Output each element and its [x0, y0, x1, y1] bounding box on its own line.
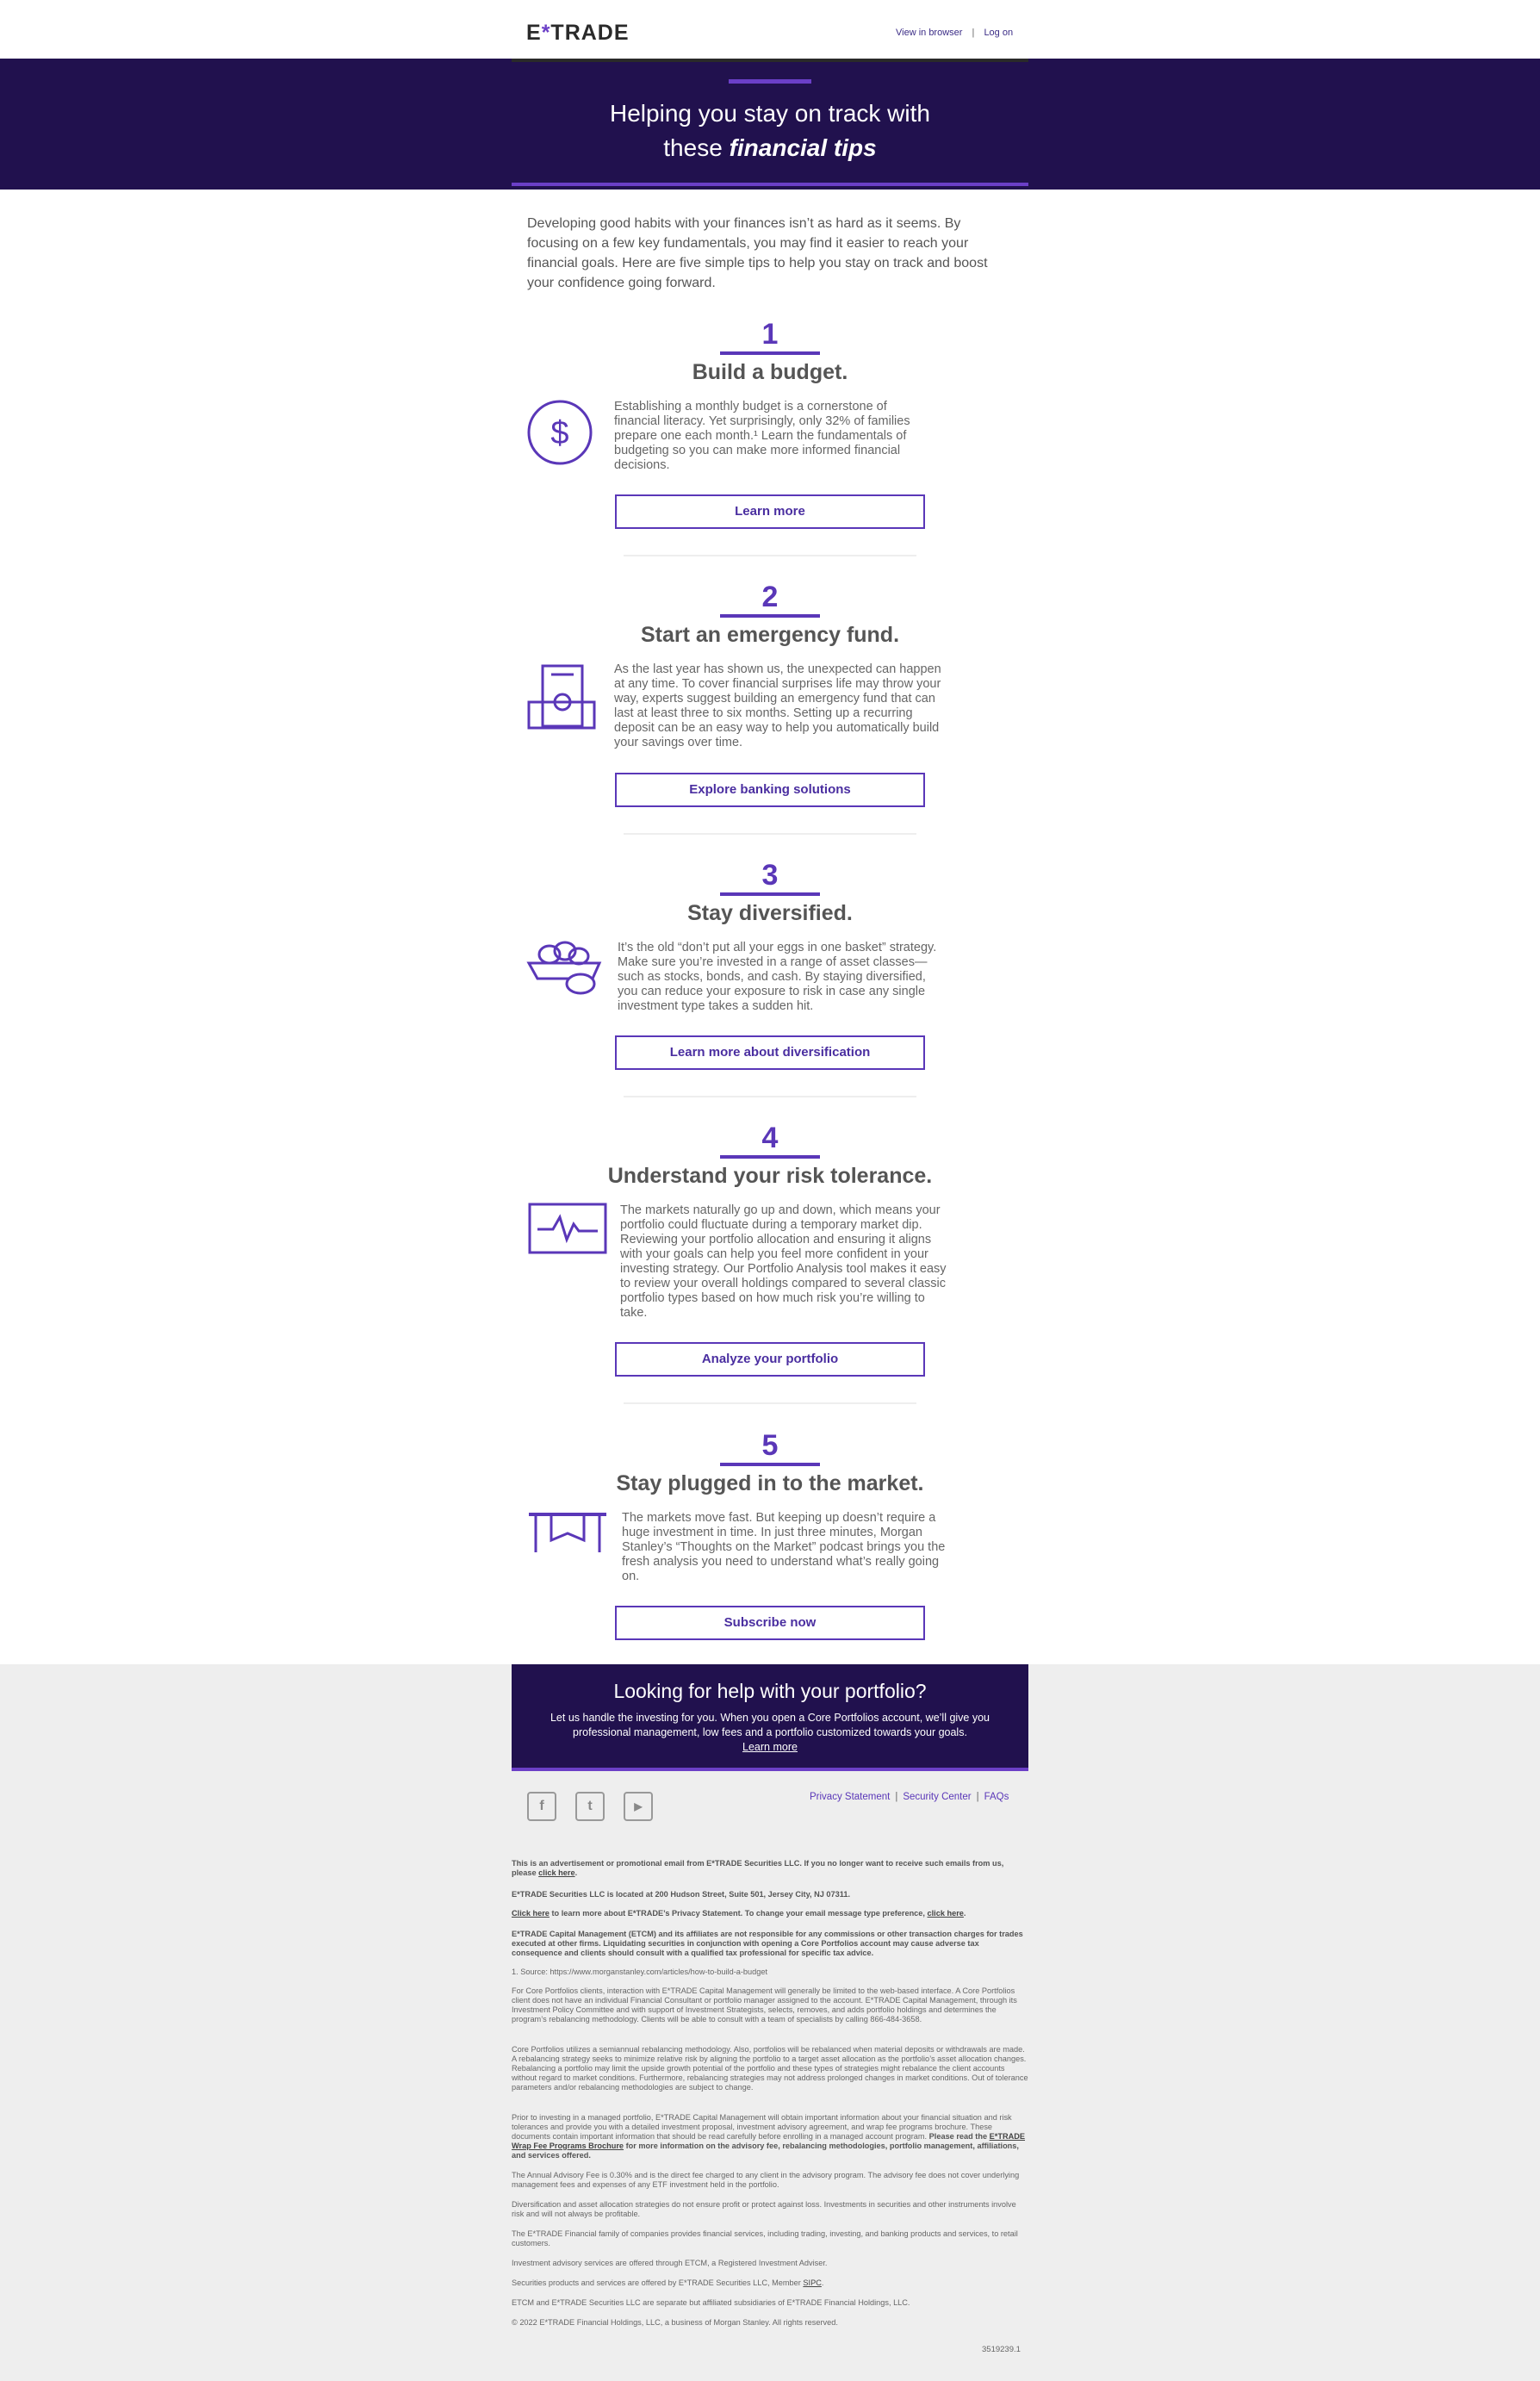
tip-number-underline	[720, 1155, 820, 1159]
header-links	[896, 28, 1013, 38]
tip-text: The markets naturally go up and down, which means your portfolio could fluctuate during a temporary market dip. Reviewing your portfolio allocation and ensuring it aligns with your goals can help you feel more confident in your investing strategy. Our Portfolio Analysis tool makes it easy to review your overall holdings compared to several classic portfolio types based on how much risk you’re willing to take.	[620, 1203, 947, 1320]
tip-title: Start an emergency fund.	[640, 623, 900, 647]
promo-title: Looking for help with your portfolio?	[613, 1680, 927, 1702]
header-divider	[512, 59, 1028, 62]
tip-title: Build a budget.	[692, 360, 848, 384]
tip-number: 5	[761, 1429, 779, 1462]
analyze-portfolio-button[interactable]: Analyze your portfolio	[615, 1342, 925, 1377]
tip-number-underline	[720, 614, 820, 618]
legal-unsubscribe: This is an advertisement or promotional email from E*TRADE Securities LLC. If you no longer want to receive such emails from us, please click here.	[512, 1859, 1004, 1877]
dollar-coin-icon	[525, 398, 599, 472]
hero-title-line2: these financial tips	[663, 134, 877, 161]
tip-number: 4	[761, 1122, 779, 1154]
svg-text:$: $	[550, 415, 569, 451]
tip-4	[512, 1121, 1028, 1414]
legal-etcm: E*TRADE Capital Management (ETCM) and its affiliates are not responsible for any commissions or other transaction charges for trades executed at other firms. Liquidating securities in conjunction with opening a Core Portfolios account may cause adverse tax consequence and clients should consult with a qualified tax professional for specific tax advice.	[512, 1930, 1023, 1957]
preference-click-here-link[interactable]: click here	[927, 1909, 964, 1918]
legal-privacy: Click here to learn more about E*TRADE’s Privacy Statement. To change your email message type preference, click here.	[512, 1909, 966, 1918]
email-header	[0, 0, 1540, 59]
tip-text: As the last year has shown us, the unexpected can happen at any time. To cover financial surprises life may throw your way, experts suggest building an emergency fund that can last at least three to six months. Setting up a recurring deposit can be an easy way to help you automatically build your savings over time.	[614, 662, 941, 749]
banner-flag-icon	[527, 1509, 601, 1583]
tip-text: Establishing a monthly budget is a cornerstone of financial literacy. Yet surprisingly, only 32% of families prepare one each month.¹ Learn the fundamentals of budgeting so you can make more informed financial decisions.	[614, 400, 910, 472]
wrap-fee-brochure-link[interactable]: E*TRADE Wrap Fee Programs Brochure	[512, 2132, 1025, 2150]
tip-number-underline	[720, 351, 820, 355]
tip-separator	[624, 1096, 916, 1097]
tip-2	[512, 580, 1028, 838]
security-center-link[interactable]: Security Center	[903, 1792, 972, 1802]
privacy-statement-link[interactable]: Privacy Statement	[810, 1792, 891, 1802]
promo-body: Let us handle the investing for you. When you open a Core Portfolios account, we’ll give you professional management, low fees and a portfolio customized towards your goals. Learn more	[550, 1712, 990, 1753]
legal-advisory-fee: The Annual Advisory Fee is 0.30% and is the direct fee charged to any client in the advisory program. The advisory fee does not cover underlying management fees and expenses of any ETF investment held in the portfolio.	[512, 2171, 1020, 2189]
egg-basket-icon	[525, 939, 599, 1013]
learn-diversification-button[interactable]: Learn more about diversification	[615, 1035, 925, 1070]
etrade-logo[interactable]: E*TRADE	[526, 21, 630, 45]
intro-paragraph: Developing good habits with your finances isn’t as hard as it seems. By focusing on a few key fundamentals, you may find it easier to reach your financial goals. Here are five simple tips to help you stay on track and boost your confidence going forward.	[527, 216, 988, 290]
tip-number: 2	[761, 581, 779, 613]
cash-register-icon	[525, 661, 599, 735]
header-separator: |	[972, 28, 975, 38]
promo-learn-more-link[interactable]: Learn more	[742, 1741, 798, 1753]
legal-securities: Securities products and services are offered by E*TRADE Securities LLC, Member SIPC.	[512, 2278, 824, 2287]
tip-text: It’s the old “don’t put all your eggs in one basket” strategy. Make sure you’re invested in a range of asset classes—such as stocks, bonds, and cash. By staying diversified, you can reduce your exposure to risk in case any single investment type takes a sudden hit.	[618, 941, 937, 1013]
legal-copyright: © 2022 E*TRADE Financial Holdings, LLC, a business of Morgan Stanley. All rights reserved.	[512, 2318, 838, 2327]
hero-title-emphasis: financial tips	[729, 134, 877, 161]
youtube-icon[interactable]: ▶	[624, 1792, 653, 1821]
hero-title-line1: Helping you stay on track with	[610, 100, 930, 127]
tip-number: 3	[761, 859, 779, 892]
facebook-icon[interactable]: f	[527, 1792, 556, 1821]
legal-family: The E*TRADE Financial family of companies provides financial services, including trading, investing, and banking products and services, to retail customers.	[512, 2229, 1018, 2247]
log-on-link[interactable]: Log on	[984, 28, 1014, 38]
tip-title: Stay diversified.	[687, 901, 853, 925]
core-portfolios-promo	[512, 1664, 1028, 1771]
legal-diversification: Diversification and asset allocation strategies do not ensure profit or protect against loss. Investments in securities and other instruments involve risk and will not always be profitable.	[512, 2200, 1016, 2218]
tip-title: Stay plugged in to the market.	[616, 1471, 924, 1495]
privacy-click-here-link[interactable]: Click here	[512, 1909, 550, 1918]
tip-text: The markets move fast. But keeping up doesn’t require a huge investment in time. In just three minutes, Morgan Stanley’s “Thoughts on the Market” podcast brings you the fresh analysis you need to understand what’s really going on.	[622, 1511, 946, 1583]
tip-5	[512, 1428, 1028, 1652]
legal-rebalancing: Core Portfolios utilizes a semiannual rebalancing methodology. Also, portfolios will be rebalanced when material deposits or withdrawals are made. A rebalancing strategy seeks to minimize relative risk by aligning the portfolio to a target asset allocation as the portfolio’s asset allocation changes. Rebalancing a portfolio may limit the upside growth potential of the portfolio and these types of strategies might rebalance the client accounts without regard to market conditions. Furthermore, rebalancing strategies may not address prolonged changes in market conditions. Out of tolerance parameters and/or rebalancing methodologies are subject to change.	[512, 2045, 1028, 2092]
logo-star: *	[541, 21, 551, 45]
tip-separator	[624, 1402, 916, 1404]
sipc-link[interactable]: SIPC	[803, 2278, 822, 2287]
twitter-icon[interactable]: t	[575, 1792, 605, 1821]
legal-address: E*TRADE Securities LLC is located at 200 Hudson Street, Suite 501, Jersey City, NJ 07311.	[512, 1890, 851, 1899]
tip-number-underline	[720, 892, 820, 896]
legal-advisory-services: Investment advisory services are offered through ETCM, a Registered Investment Adviser.	[512, 2259, 828, 2267]
legal-source: 1. Source: https://www.morganstanley.com/articles/how-to-build-a-budget	[512, 1968, 768, 1976]
reference-number: 3519239.1	[982, 2345, 1021, 2354]
hero-bottom-bar	[512, 183, 1028, 186]
legal-core-portfolios: For Core Portfolios clients, interaction with E*TRADE Capital Management will generally be limited to the web-based interface. A Core Portfolios client does not have an individual Financial Consultant or portfolio manager assigned to the account. E*TRADE Capital Management, through its Investment Policy Committee and with support of Investment Strategists, selects, removes, and adds portfolio holdings and determines the program’s rebalancing methodology. Clients will be able to consult with a team of specialists by calling 866-484-3658.	[512, 1986, 1017, 2024]
market-pulse-icon	[527, 1202, 601, 1276]
footer-links: Privacy Statement | Security Center | FAQs	[810, 1792, 1009, 1802]
hero-accent-bar	[729, 79, 811, 84]
hero-banner	[0, 59, 1540, 190]
faqs-link[interactable]: FAQs	[984, 1792, 1009, 1802]
learn-more-button[interactable]: Learn more	[615, 494, 925, 529]
explore-banking-button[interactable]: Explore banking solutions	[615, 773, 925, 807]
promo-accent-bar	[512, 1768, 1028, 1771]
tip-title: Understand your risk tolerance.	[607, 1164, 933, 1188]
tip-separator	[624, 555, 916, 556]
tip-number-underline	[720, 1463, 820, 1466]
tip-number: 1	[761, 318, 779, 351]
legal-managed-portfolio: Prior to investing in a managed portfolio, E*TRADE Capital Management will obtain important information about your financial situation and risk tolerances and provide you with a detailed investment proposal, investment advisory agreement, and wrap fee programs brochure. These documents contain important information that should be read carefully before enrolling in a managed account program. Please read the E*TRADE Wrap Fee Programs Brochure for more information on the advisory fee, rebalancing methodologies, portfolio management, affiliations, and services offered.	[512, 2113, 1025, 2160]
hero-title	[512, 96, 1028, 165]
unsubscribe-link[interactable]: click here	[538, 1868, 575, 1877]
legal-subsidiaries: ETCM and E*TRADE Securities LLC are separate but affiliated subsidiaries of E*TRADE Financial Holdings, LLC.	[512, 2298, 910, 2307]
view-in-browser-link[interactable]: View in browser	[896, 28, 963, 38]
subscribe-now-button[interactable]: Subscribe now	[615, 1606, 925, 1640]
tip-3	[512, 858, 1028, 1099]
tip-1	[512, 317, 1028, 567]
tip-separator	[624, 833, 916, 835]
